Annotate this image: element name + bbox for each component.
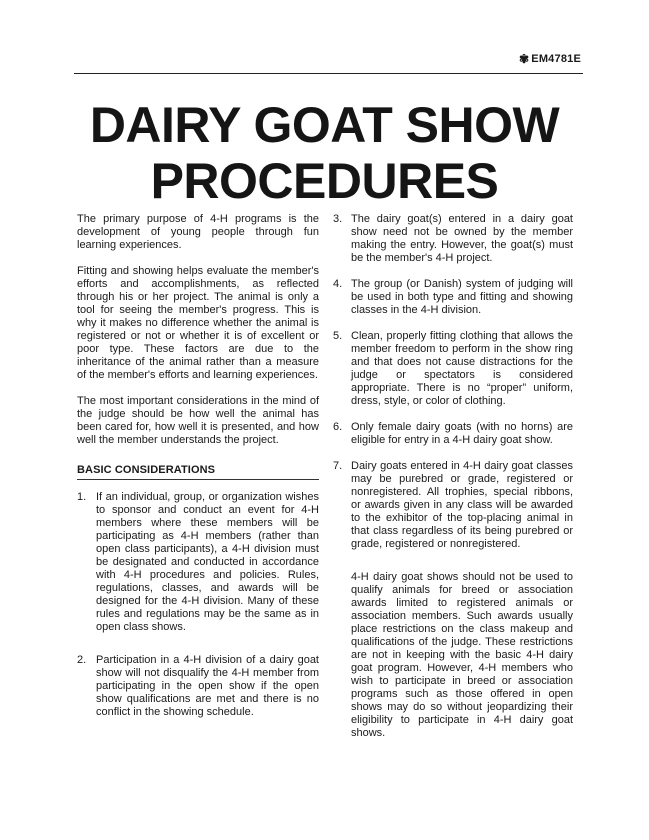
intro-paragraph-3: The most important considerations in the mind of the judge should be how well the animal has been cared for, how well it is presented, and how well the member understands the project. xyxy=(77,395,319,446)
list-item-1 xyxy=(77,491,319,634)
list-item-number: 2. xyxy=(77,654,87,666)
closing-paragraph: 4-H dairy goat shows should not be used to qualify animals for breed or association awards limited to registered animals or association members. Such awards usually place restrictions on the class makeup and qualifications of the judge. These restrictions are not in keeping with the basic 4-H dairy goat program. However, 4-H members who wish to participate in breed or association programs such as those offered in open shows may do so without jeopardizing their eligibility to participate in 4-H dairy goat shows. xyxy=(351,571,573,739)
list-item-4 xyxy=(333,278,573,317)
header-divider xyxy=(74,73,583,74)
document-code xyxy=(519,53,581,65)
section-heading-basic-considerations: BASIC CONSIDERATIONS xyxy=(77,464,319,480)
list-item-text: Participation in a 4-H division of a dairy goat show will not disqualify the 4-H member from participating in the open show if the open show qualifications are met and there is no conflict in the showing schedule. xyxy=(96,654,319,718)
list-item-text: The group (or Danish) system of judging will be used in both type and fitting and showing classes in the 4-H division. xyxy=(351,278,573,316)
page-title-line1: DAIRY GOAT SHOW xyxy=(89,97,560,153)
page-title-line2: PROCEDURES xyxy=(150,153,499,209)
intro-paragraph-2: Fitting and showing helps evaluate the member's efforts and accomplishments, as reflected through his or her project. The animal is only a tool for seeing the member's progress. This is why it makes no difference whether the animal is registered or not or whether it is of excellent or poor type. These factors are due to the inheritance of the animal rather than a measure of the member's efforts and learning experiences. xyxy=(77,265,319,381)
list-item-text: Only female dairy goats (with no horns) are eligible for entry in a 4-H dairy goat show. xyxy=(351,421,573,446)
list-item-6 xyxy=(333,421,573,447)
document-code-text: EM4781E xyxy=(531,53,581,65)
list-item-5 xyxy=(333,330,573,408)
list-item-number: 7. xyxy=(333,460,343,472)
list-item-number: 6. xyxy=(333,421,343,433)
list-item-text: Dairy goats entered in 4-H dairy goat classes may be purebred or grade, registered or nonregistered. All trophies, special ribbons, or awards given in any class will be awarded to the exhibitor of the top-placing animal in that class regardless of its being purebred or grade, registered or nonregistered. xyxy=(351,460,573,550)
list-item-7 xyxy=(333,460,573,551)
list-item-3 xyxy=(333,213,573,265)
list-item-number: 5. xyxy=(333,330,343,342)
list-item-number: 3. xyxy=(333,213,343,225)
list-item-text: If an individual, group, or organization wishes to sponsor and conduct an event for 4-H members where these members will be participating as 4-H members (rather than open class participants), a 4-H division must be designated and conducted in accordance with 4-H procedures and policies. Rules, regulations, classes, and awards will be designed for the 4-H division. Many of these rules and regulations may be the same as in open class shows. xyxy=(96,491,319,633)
page-title xyxy=(0,97,649,209)
left-column xyxy=(77,213,319,732)
list-item-text: Clean, properly fitting clothing that allows the member freedom to perform in the show ring and that does not cause distractions for the judge or spectators is considered appropriate. There is no “proper” uniform, dress, style, or color of clothing. xyxy=(351,330,573,407)
list-item-2 xyxy=(77,654,319,719)
list-item-number: 1. xyxy=(77,491,87,503)
list-item-number: 4. xyxy=(333,278,343,290)
right-column xyxy=(333,213,573,740)
list-item-text: The dairy goat(s) entered in a dairy goat show need not be owned by the member making the entry. However, the goat(s) must be the member's 4-H project. xyxy=(351,213,573,264)
clover-icon: ✾ xyxy=(519,52,530,66)
intro-paragraph-1: The primary purpose of 4-H programs is the development of young people through fun learning experiences. xyxy=(77,213,319,251)
